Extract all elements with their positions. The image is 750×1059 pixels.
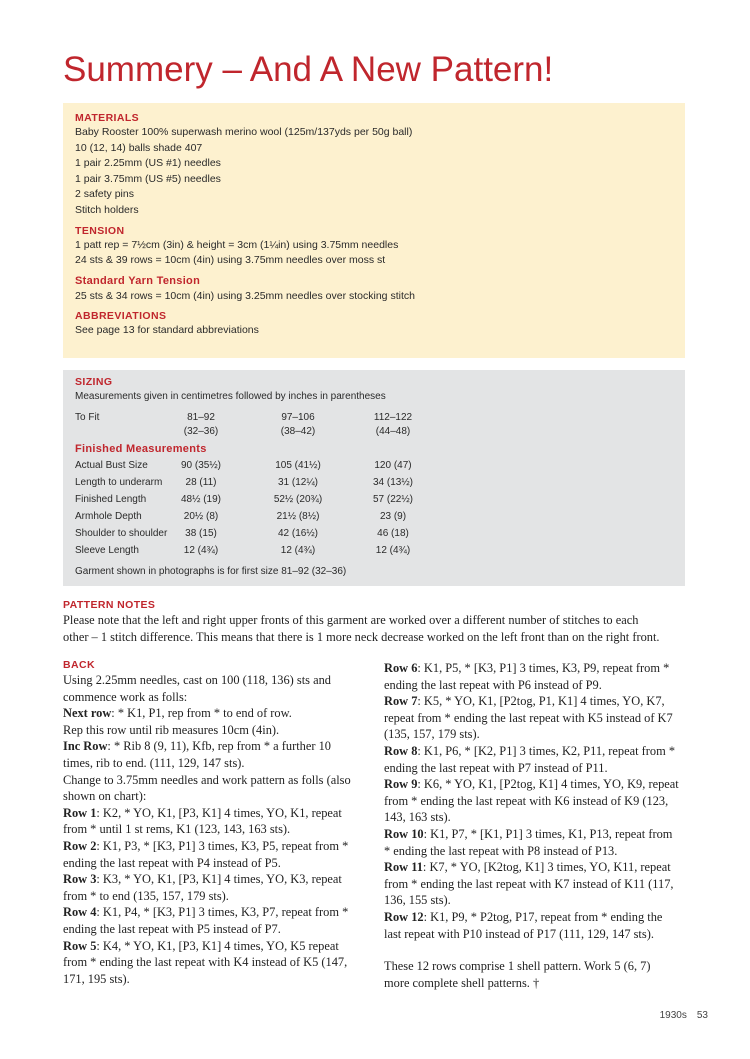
instruction-text: 143, 163 sts). [384,810,451,825]
instruction-line [63,755,371,772]
instruction-text: : K1, P3, * [K3, P1] 3 times, K3, P5, repeat from * [96,838,349,853]
tension-line: 24 sts & 39 rows = 10cm (4in) using 3.75mm needles over moss st [75,254,386,267]
abbreviations-line: See page 13 for standard abbreviations [75,324,259,337]
measurement-value: 38 (15) [185,528,217,539]
instruction-text: 136, 155 sts). [384,893,451,908]
measurement-value: 57 (22½) [372,494,414,505]
instruction-text: from * ending the last repeat with K6 instead of K9 (123, [384,793,669,808]
size-in: (38–42) [280,426,316,437]
row-label: Row 12 [384,909,424,924]
instruction-line [63,938,371,955]
instruction-text: : K1, P5, * [K3, P1] 3 times, K3, P9, repeat from * [417,661,670,675]
instruction-line [384,793,692,810]
size-cm: 97–106 [281,412,315,423]
instruction-line [63,805,371,822]
measurement-label: Sleeve Length [75,545,139,556]
instruction-line [63,788,371,805]
instruction-text: : K6, * YO, K1, [P2tog, K1] 4 times, YO, K9, repeat [417,777,679,792]
instruction-line [384,892,692,909]
row-label: Row 8 [384,743,418,758]
instruction-line [63,921,371,938]
sizing-box [63,370,685,586]
instruction-text: commence work as folls: [63,689,188,704]
row-label: Row 6 [384,661,418,675]
instruction-line [63,871,371,888]
closing-line: more complete shell patterns. † [384,975,540,990]
measurement-row [75,457,673,474]
measurement-row [75,525,673,542]
pattern-notes-line: other – 1 stitch difference. This means that there is 1 more neck decrease worked on the left front than on the right front. [63,629,660,644]
instruction-text: Rep this row until rib measures 10cm (4in). [63,722,280,737]
instruction-text: Change to 3.75mm needles and work pattern as folls (also [63,772,351,787]
size-in: (44–48) [375,426,411,437]
instruction-text: : K1, P6, * [K2, P1] 3 times, K2, P11, repeat from * [417,743,676,758]
instruction-text: shown on chart): [63,789,147,804]
instruction-line [63,838,371,855]
materials-line: 2 safety pins [75,188,134,201]
measurement-row [75,491,673,508]
instruction-line [63,672,371,689]
measurement-value: 31 (12¼) [277,477,319,488]
instruction-line [63,954,371,971]
back-heading: BACK [63,659,95,671]
to-fit-label: To Fit [75,412,100,423]
materials-line: Baby Rooster 100% superwash merino wool (125m/137yds per 50g ball) [75,126,413,138]
row-label: Row 7 [384,694,418,709]
instruction-text: times, rib to end. (111, 129, 147 sts). [63,755,245,770]
instruction-line [63,705,371,722]
instruction-text: ending the last repeat with P7 instead of P11. [384,760,608,775]
measurement-value: 34 (13½) [372,477,414,488]
instruction-text: * ending the last repeat with P8 instead of P13. [384,843,618,858]
row-label: Inc Row [63,739,108,754]
materials-line: 1 pair 3.75mm (US #5) needles [75,172,221,185]
instruction-line [63,722,371,739]
row-label: Row 11 [384,860,423,875]
instruction-line [384,743,692,760]
measurement-value: 12 (4¾) [183,545,219,556]
instruction-line [384,926,692,943]
instruction-line [384,693,692,710]
instruction-text: repeat from * ending the last repeat with K5 instead of K7 [384,710,673,725]
measurement-value: 28 (11) [185,477,217,488]
instruction-text: ending the last repeat with P4 instead of P5. [63,855,281,870]
measurement-value: 42 (16½) [277,528,319,539]
instruction-line [384,843,692,860]
measurement-value: 90 (35½) [180,460,222,471]
instruction-line [384,809,692,826]
instruction-text: : * Rib 8 (9, 11), Kfb, rep from * a further 10 [107,739,331,754]
standard-tension-heading: Standard Yarn Tension [75,274,201,287]
measurement-value: 105 (41½) [275,460,321,471]
measurement-row [75,474,673,491]
footer-section: 1930s [659,1010,687,1021]
instruction-line [384,677,692,694]
finished-measurements-heading: Finished Measurements [75,443,207,455]
tension-heading: TENSION [75,224,125,237]
measurement-value: 52½ (20¾) [273,494,323,505]
instruction-line [384,909,692,926]
measurement-label: Armhole Depth [75,511,142,522]
measurement-value: 46 (18) [377,528,409,539]
measurement-label: Shoulder to shoulder [75,528,168,539]
tension-line: 1 patt rep = 7½cm (3in) & height = 3cm (1¼in) using 3.75mm needles [75,238,399,251]
instruction-line [63,904,371,921]
measurement-value: 12 (4¾) [280,545,316,556]
instruction-line [63,689,371,706]
back-left-column [63,658,371,987]
instruction-text: from * until 1 st rems, K1 (123, 143, 163 sts). [63,822,291,837]
size-cm: 112–122 [373,412,413,423]
instruction-text: : K5, * YO, K1, [P2tog, P1, K1] 4 times, YO, K7, [417,694,665,709]
instruction-text: : K2, * YO, K1, [P3, K1] 4 times, YO, K1, repeat [96,805,342,820]
measurement-value: 48½ (19) [180,494,222,505]
to-fit-row [75,410,673,442]
sizing-heading: SIZING [75,376,113,388]
row-label: Next row [63,706,112,721]
instruction-text: : K1, P7, * [K1, P1] 3 times, K1, P13, repeat from [423,826,673,841]
materials-heading: MATERIALS [75,112,140,124]
instruction-text: : K1, P9, * P2tog, P17, repeat from * ending the [423,909,663,924]
closing-line: These 12 rows comprise 1 shell pattern. Work 5 (6, 7) [384,959,651,974]
instruction-text: ending the last repeat with P5 instead of P7. [63,921,281,936]
instruction-text: (135, 157, 179 sts). [384,727,480,742]
instruction-line [63,821,371,838]
materials-line: 10 (12, 14) balls shade 407 [75,141,203,154]
instruction-text: : K3, * YO, K1, [P3, K1] 4 times, YO, K3, repeat [96,872,342,887]
pattern-notes-line: Please note that the left and right upper fronts of this garment are worked over a different number of stitches to each [63,613,639,627]
measurement-value: 12 (4¾) [375,545,411,556]
instruction-text: last repeat with P10 instead of P17 (111, 129, 147 sts). [384,926,654,941]
measurement-row [75,542,673,559]
standard-tension-line: 25 sts & 34 rows = 10cm (4in) using 3.25mm needles over stocking stitch [75,289,415,302]
row-label: Row 2 [63,838,97,853]
page-title: Summery – And A New Pattern! [63,50,554,89]
instruction-text: from * ending the last repeat with K7 instead of K11 (117, [384,876,674,891]
instruction-text: Using 2.25mm needles, cast on 100 (118, 136) sts and [63,673,331,687]
instruction-line [384,826,692,843]
instruction-line [63,888,371,905]
instruction-text: ending the last repeat with P6 instead of P9. [384,677,602,692]
instruction-line [384,876,692,893]
instruction-text: : K7, * YO, [K2tog, K1] 3 times, YO, K11, repeat [422,860,671,875]
instruction-text: : * K1, P1, rep from * to end of row. [111,706,292,721]
instruction-line [63,971,371,988]
instruction-line [63,772,371,789]
abbreviations-heading: ABBREVIATIONS [75,310,167,323]
measurement-value: 23 (9) [379,511,407,522]
materials-box [63,103,685,358]
measurement-row [75,508,673,525]
row-label: Row 1 [63,805,97,820]
sizing-intro: Measurements given in centimetres followed by inches in parentheses [75,391,386,402]
measurement-value: 120 (47) [374,460,412,471]
materials-line: 1 pair 2.25mm (US #1) needles [75,157,221,170]
instruction-line [384,859,692,876]
row-label: Row 9 [384,777,418,792]
measurement-label: Actual Bust Size [75,460,148,471]
row-label: Row 4 [63,905,97,920]
sizing-note: Garment shown in photographs is for first size 81–92 (32–36) [75,566,347,577]
pattern-notes-heading: PATTERN NOTES [63,599,156,611]
instruction-line [384,660,692,677]
row-label: Row 5 [63,938,97,953]
size-cm: 81–92 [187,412,215,423]
measurement-value: 20½ (8) [183,511,219,522]
instruction-line [63,855,371,872]
row-label: Row 10 [384,826,424,841]
measurement-value: 21½ (8½) [276,511,320,522]
materials-line: Stitch holders [75,203,139,216]
instruction-line [384,726,692,743]
instruction-line [384,760,692,777]
measurement-label: Finished Length [75,494,147,505]
measurement-label: Length to underarm [75,477,163,488]
instruction-line [384,710,692,727]
page-number: 53 [696,1010,708,1021]
instruction-line [63,738,371,755]
instruction-line [384,776,692,793]
size-in: (32–36) [183,426,219,437]
instruction-text: from * to end (135, 157, 179 sts). [63,888,229,903]
instruction-text: 171, 195 sts). [63,971,130,986]
pattern-notes [63,598,693,645]
instruction-text: : K1, P4, * [K3, P1] 3 times, K3, P7, repeat from * [96,905,349,920]
back-right-column [384,660,692,991]
instruction-text: from * ending the last repeat with K4 instead of K5 (147, [63,955,348,970]
row-label: Row 3 [63,872,97,887]
instruction-text: : K4, * YO, K1, [P3, K1] 4 times, YO, K5 repeat [96,938,339,953]
page-footer [650,1010,708,1021]
